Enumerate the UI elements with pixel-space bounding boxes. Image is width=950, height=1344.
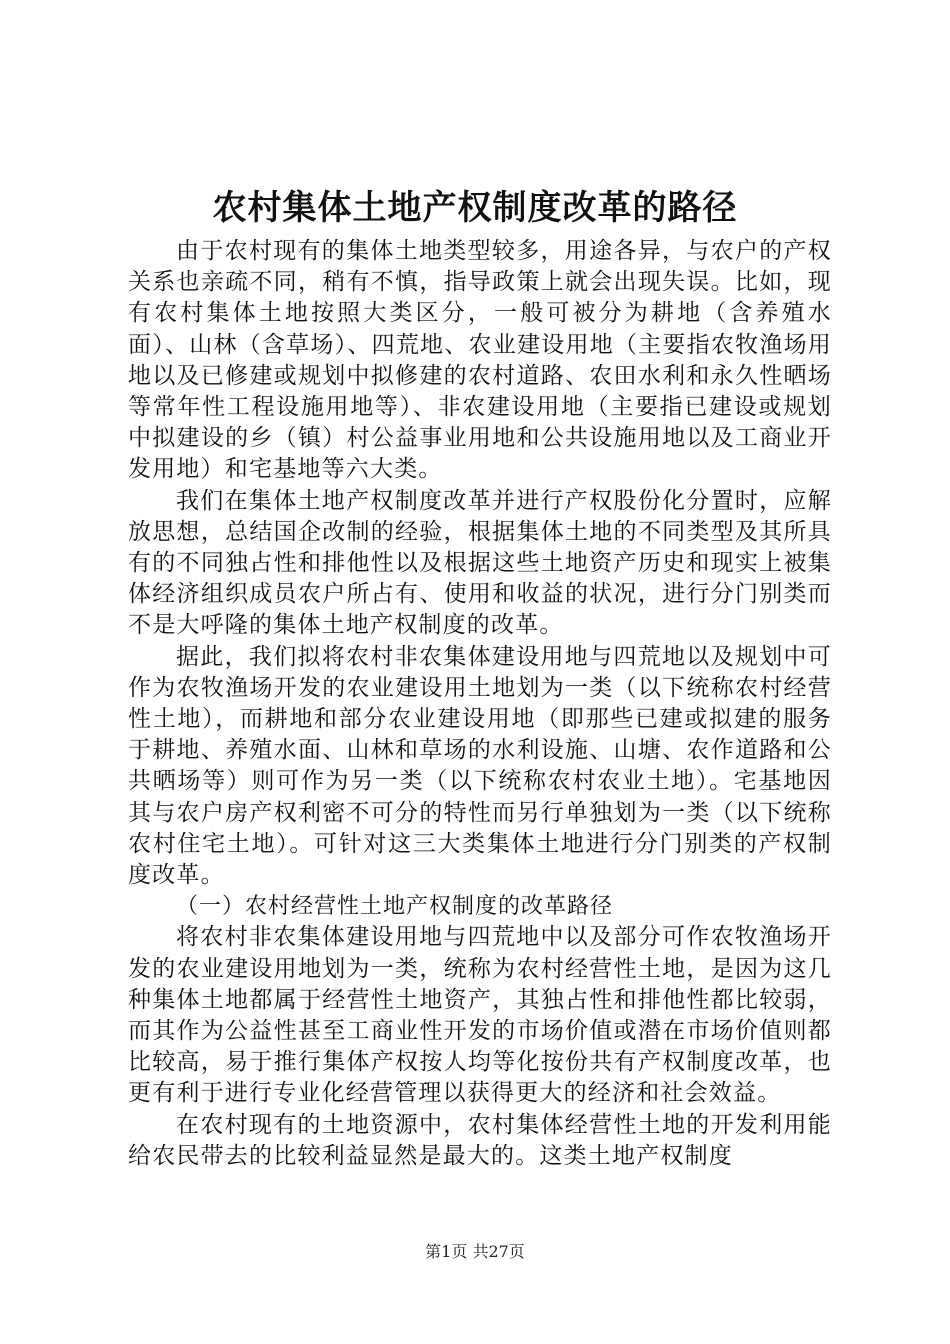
document-body [128, 236, 832, 1172]
section-heading: （一）农村经营性土地产权制度的改革路径 [176, 894, 614, 920]
paragraph: 在农村现有的土地资源中，农村集体经营性土地的开发利用能给农民带去的比较利益显然是最大的。这类土地产权制度 [128, 1111, 832, 1169]
paragraph: 将农村非农集体建设用地与四荒地中以及部分可作农牧渔场开发的农业建设用地划为一类，统称为农村经营性土地，是因为这几种集体土地都属于经营性土地资产，其独占性和排他性都比较弱，而其作为公益性甚至工商业性开发的市场价值或潜在市场价值则都比较高，易于推行集体产权按人均等化按份共有产权制度改革，也更有利于进行专业化经营管理以获得更大的经济和社会效益。 [128, 924, 832, 1107]
paragraph: 我们在集体土地产权制度改革并进行产权股份化分置时，应解放思想，总结国企改制的经验，根据集体土地的不同类型及其所具有的不同独占性和排他性以及根据这些土地资产历史和现实上被集体经济组织成员农户所占有、使用和收益的状况，进行分门别类而不是大呼隆的集体土地产权制度的改革。 [128, 487, 832, 639]
paragraph: 由于农村现有的集体土地类型较多，用途各异，与农户的产权关系也亲疏不同，稍有不慎，指导政策上就会出现失误。比如，现有农村集体土地按照大类区分，一般可被分为耕地（含养殖水面）、山林（含草场）、四荒地、农业建设用地（主要指农牧渔场用地以及已修建或规划中拟修建的农村道路、农田水利和永久性晒场等常年性工程设施用地等）、非农建设用地（主要指已建设或规划中拟建设的乡（镇）村公益事业用地和公共设施用地以及工商业开发用地）和宅基地等六大类。 [128, 238, 832, 483]
document-title: 农村集体土地产权制度改革的路径 [212, 188, 738, 228]
page-indicator: 第1页 共27页 [425, 1242, 525, 1261]
paragraph: 据此，我们拟将农村非农集体建设用地与四荒地以及规划中可作为农牧渔场开发的农业建设用土地划为一类（以下统称农村经营性土地），而耕地和部分农业建设用地（即那些已建或拟建的服务于耕地、养殖水面、山林和草场的水利设施、山塘、农作道路和公共晒场等）则可作为另一类（以下统称农村农业土地）。宅基地因其与农户房产权利密不可分的特性而另行单独划为一类（以下统称农村住宅土地）。可针对这三大类集体土地进行分门别类的产权制度改革。 [128, 643, 832, 889]
